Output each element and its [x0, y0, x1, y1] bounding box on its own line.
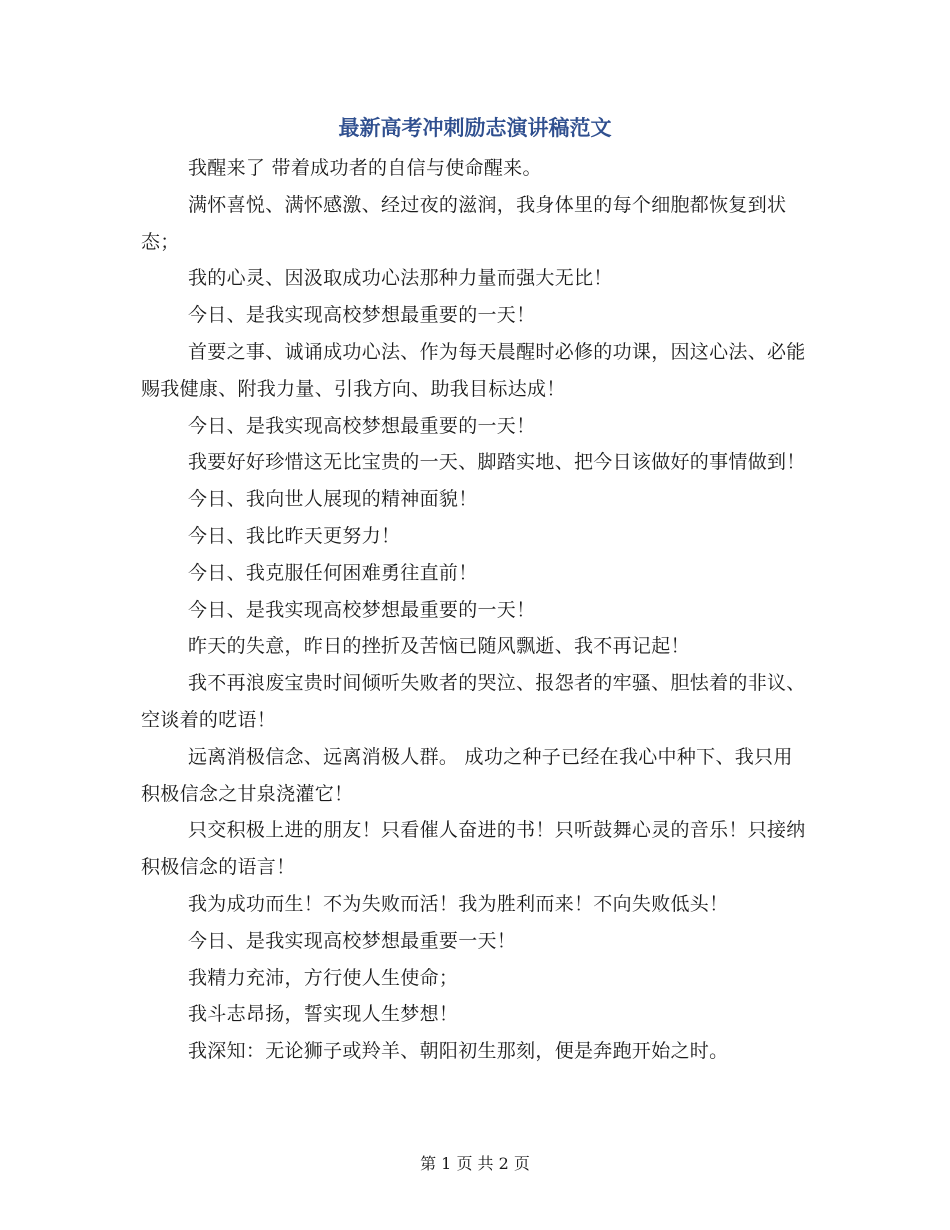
- paragraph: 今日、是我实现高校梦想最重要一天！: [188, 929, 517, 952]
- paragraph: 今日、我向世人展现的精神面貌！: [188, 488, 478, 511]
- document-body: [141, 150, 811, 1070]
- paragraph: 我为成功而生！不为失败而活！我为胜利而来！不向失败低头！: [188, 892, 729, 915]
- paragraph: 我不再浪废宝贵时间倾听失败者的哭泣、报怨者的牢骚、胆怯着的非议、空谈着的呓语！: [141, 672, 806, 731]
- paragraph: 今日、是我实现高校梦想最重要的一天！: [188, 598, 536, 621]
- paragraph: 我的心灵、因汲取成功心法那种力量而强大无比！: [188, 267, 613, 290]
- paragraph: 我斗志昂扬，誓实现人生梦想！: [188, 1003, 459, 1026]
- paragraph: 满怀喜悦、满怀感激、经过夜的滋润，我身体里的每个细胞都恢复到状态；: [141, 193, 787, 253]
- paragraph: 我醒来了 带着成功者的自信与使命醒来。: [188, 157, 542, 179]
- paragraph: 今日、是我实现高校梦想最重要的一天！: [188, 414, 536, 437]
- paragraph: 只交积极上进的朋友！只看催人奋进的书！只听鼓舞心灵的音乐！只接纳积极信念的语言！: [141, 819, 806, 879]
- paragraph: 今日、是我实现高校梦想最重要的一天！: [188, 304, 536, 327]
- paragraph: 今日、我比昨天更努力！: [188, 524, 401, 547]
- paragraph: 我要好好珍惜这无比宝贵的一天、脚踏实地、把今日该做好的事情做到！: [188, 451, 806, 474]
- paragraph: 我精力充沛，方行使人生使命；: [188, 966, 459, 989]
- paragraph: 首要之事、诚诵成功心法、作为每天晨醒时必修的功课，因这心法、必能赐我健康、附我力量、引我方向、助我目标达成！: [141, 340, 806, 400]
- paragraph: 我深知：无论狮子或羚羊、朝阳初生那刻，便是奔跑开始之时。: [188, 1040, 729, 1063]
- paragraph: 远离消极信念、远离消极人群。 成功之种子已经在我心中种下、我只用积极信念之甘泉浇灌它！: [141, 745, 793, 805]
- document-title: 最新高考冲刺励志演讲稿范文: [338, 116, 612, 140]
- paragraph: 今日、我克服任何困难勇往直前！: [188, 561, 478, 584]
- paragraph: 昨天的失意，昨日的挫折及苦恼已随风飘逝、我不再记起！: [188, 635, 690, 658]
- page-number-footer: 第 1 页 共 2 页: [420, 1154, 530, 1173]
